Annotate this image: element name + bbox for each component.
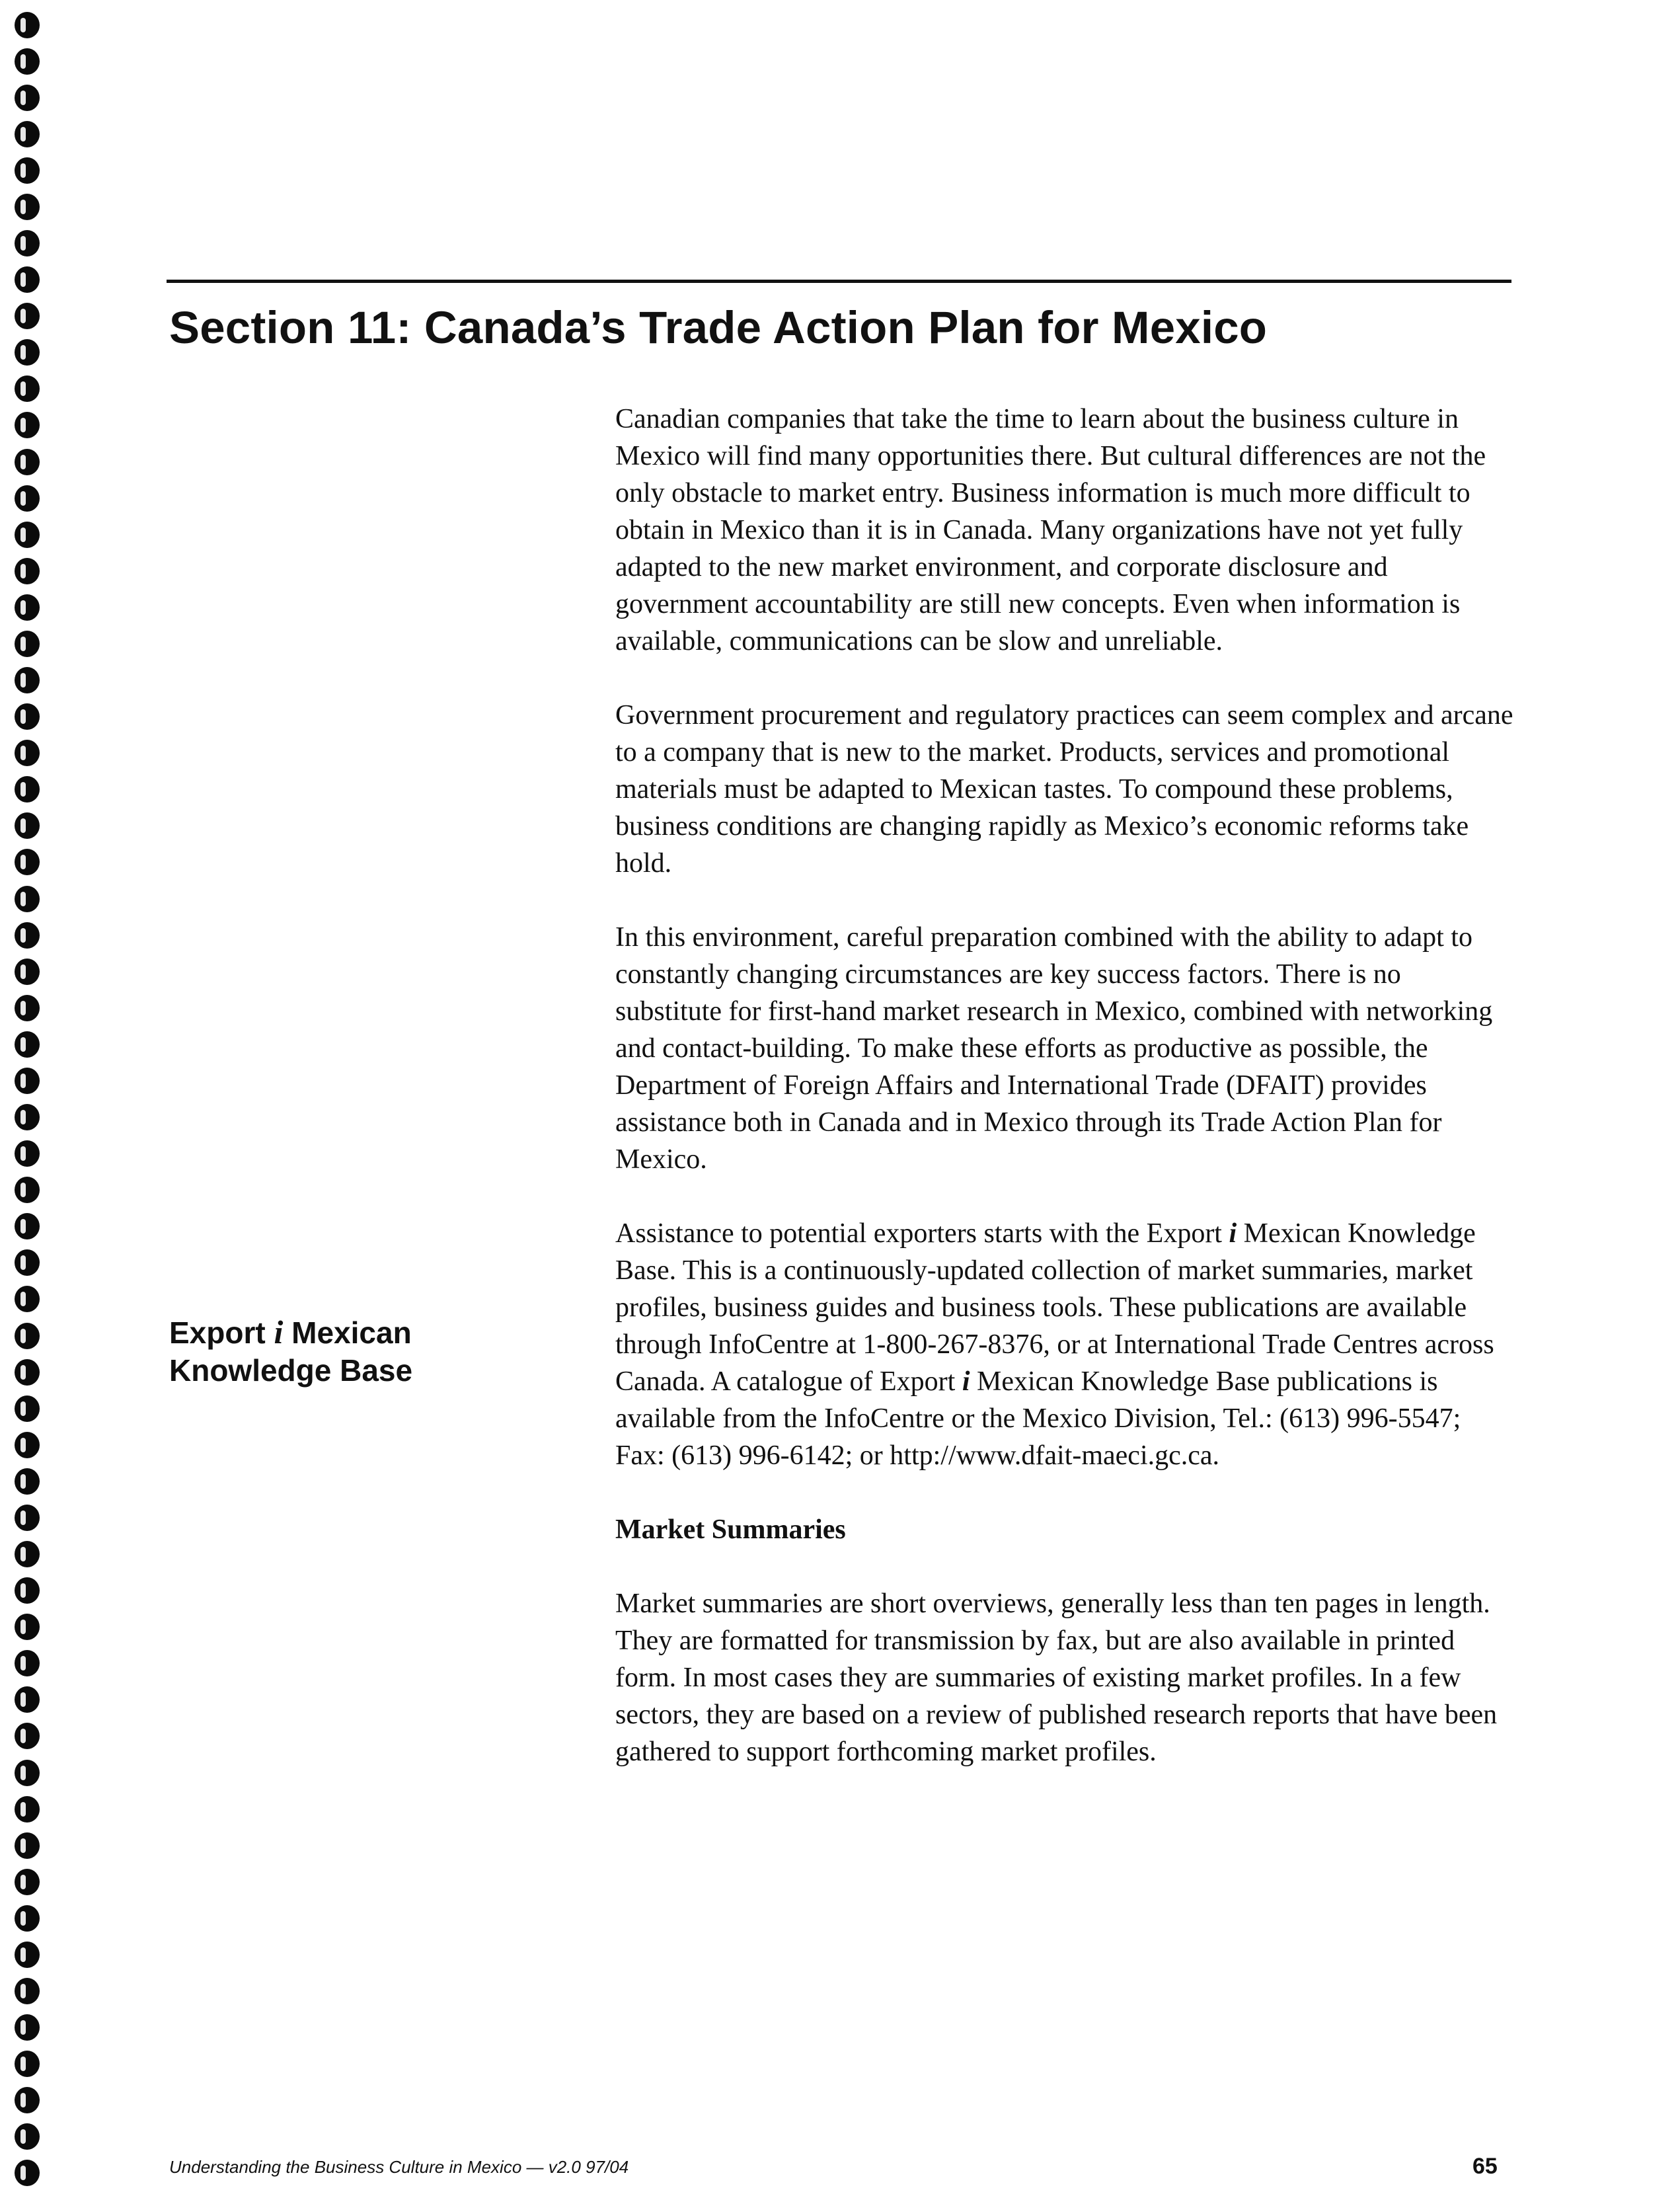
market-summaries-heading: Market Summaries [615,1514,846,1545]
spiral-binding-hole-icon [15,522,40,548]
spiral-binding-hole-icon [15,449,40,475]
spiral-binding-hole-icon [15,2014,40,2041]
spiral-binding-hole-icon [15,1650,40,1676]
spiral-binding-hole-icon [15,922,40,949]
spiral-binding-hole-icon [15,1905,40,1932]
spiral-binding-hole-icon [15,1468,40,1495]
procurement-paragraph: Government procurement and regulatory practices can seem complex and arcane to a company that is new to the market. Products, services and promotional materials must be adapted to Mexican tastes. To compound these problems, business conditions are changing rapidly as Mexico’s economic reforms take hold. [615,700,1513,879]
spiral-binding-hole-icon [15,85,40,111]
spiral-binding-hole-icon [15,558,40,584]
side-heading-export: Export [169,1315,274,1350]
spiral-binding-hole-icon [15,266,40,293]
footer-document-title: Understanding the Business Culture in Mexico — v2.0 97/04 [169,2157,629,2177]
main-text-column [615,401,1514,1770]
spiral-binding-hole-icon [15,1577,40,1604]
spiral-binding-hole-icon [15,1869,40,1895]
italic-i-marker-2: i [962,1366,970,1397]
export-i-paragraph [615,1215,1514,1474]
export-paragraph-part-1: Assistance to potential exporters starts with the Export [615,1218,1229,1249]
spiral-binding-hole-icon [15,1978,40,2004]
spiral-binding-hole-icon [15,1249,40,1276]
side-heading-italic-i: i [274,1314,284,1351]
spiral-binding-hole-icon [15,412,40,438]
italic-i-marker-1: i [1229,1218,1237,1249]
spiral-binding-hole-icon [15,1760,40,1786]
spiral-binding-hole-icon [15,2051,40,2077]
spiral-binding-hole-icon [15,1104,40,1130]
spiral-binding-hole-icon [15,1541,40,1567]
page-number: 65 [1472,2154,1498,2179]
spiral-binding-hole-icon [15,1942,40,1968]
spiral-binding-hole-icon [15,1031,40,1058]
spiral-binding-hole-icon [15,2123,40,2150]
spiral-binding-hole-icon [15,375,40,402]
spiral-binding-hole-icon [15,1614,40,1640]
spiral-binding-hole-icon [15,1140,40,1167]
spiral-binding-hole-icon [15,703,40,730]
spiral-binding-hole-icon [15,959,40,985]
spiral-binding-hole-icon [15,1686,40,1713]
spiral-binding-hole-icon [15,740,40,766]
spiral-binding-hole-icon [15,849,40,875]
spiral-binding-hole-icon [15,157,40,184]
spiral-binding-hole-icon [15,339,40,366]
spiral-binding-hole-icon [15,1323,40,1349]
spiral-binding-hole-icon [15,1068,40,1094]
spiral-binding-hole-icon [15,812,40,839]
spiral-binding-hole-icon [15,1505,40,1531]
spiral-binding-hole-icon [15,48,40,75]
spiral-binding-hole-icon [15,2087,40,2113]
spiral-binding-hole-icon [15,1832,40,1859]
side-heading-mexican: Mexican [283,1315,412,1350]
spiral-binding-hole-icon [15,230,40,256]
spiral-binding-hole-icon [15,995,40,1021]
section-top-rule [167,280,1511,283]
spiral-binding-hole-icon [15,1796,40,1823]
spiral-binding-hole-icon [15,594,40,621]
side-heading-knowledge-base: Knowledge Base [169,1353,413,1388]
spiral-binding-hole-icon [15,886,40,912]
export-paragraph-part-3: Mexican Knowledge Base publications is available from the InfoCentre or the Mexico Division, Tel.: (613) 996-5547; Fax: (613) 996-6142; or http://www.dfait-maeci.gc.ca. [615,1366,1461,1471]
spiral-binding-hole-icon [15,121,40,147]
export-i-side-heading [169,1314,467,1390]
export-paragraph-part-2: Mexican Knowledge Base. This is a continuously-updated collection of market summaries, market profiles, business guides and business tools. These publications are available through InfoCentre at 1-800-267-8376, or at International Trade Centres across Canada. A catalogue of Export [615,1218,1494,1397]
spiral-binding-hole-icon [15,1723,40,1749]
spiral-binding-hole-icon [15,485,40,512]
spiral-binding-hole-icon [15,776,40,803]
intro-paragraph: Canadian companies that take the time to learn about the business culture in Mexico will find many opportunities there. But cultural differences are not the only obstacle to market entry. Business information is much more difficult to obtain in Mexico than it is in Canada. Many organizations have not yet fully adapted to the new market environment, and corporate disclosure and government accountability are still new concepts. Even when information is available, communications can be slow and unreliable. [615,404,1486,656]
spiral-binding [12,7,45,2191]
market-summaries-paragraph: Market summaries are short overviews, generally less than ten pages in length. They are formatted for transmission by fax, but are also available in printed form. In most cases they are summaries of existing market profiles. In a few sectors, they are based on a review of published research reports that have been gathered to support forthcoming market profiles. [615,1589,1498,1767]
spiral-binding-hole-icon [15,303,40,329]
spiral-binding-hole-icon [15,2160,40,2186]
spiral-binding-hole-icon [15,667,40,693]
section-title: Section 11: Canada’s Trade Action Plan for Mexico [169,302,1268,353]
spiral-binding-hole-icon [15,631,40,657]
spiral-binding-hole-icon [15,12,40,38]
spiral-binding-hole-icon [15,194,40,220]
spiral-binding-hole-icon [15,1359,40,1386]
spiral-binding-hole-icon [15,1286,40,1312]
trade-action-plan-paragraph: In this environment, careful preparation combined with the ability to adapt to constantly changing circumstances are key success factors. There is no substitute for first-hand market research in Mexico, combined with networking and contact-building. To make these efforts as productive as possible, the Department of Foreign Affairs and International Trade (DFAIT) provides assistance both in Canada and in Mexico through its Trade Action Plan for Mexico. [615,922,1493,1175]
spiral-binding-hole-icon [15,1177,40,1203]
spiral-binding-hole-icon [15,1213,40,1239]
spiral-binding-hole-icon [15,1395,40,1422]
spiral-binding-hole-icon [15,1432,40,1458]
